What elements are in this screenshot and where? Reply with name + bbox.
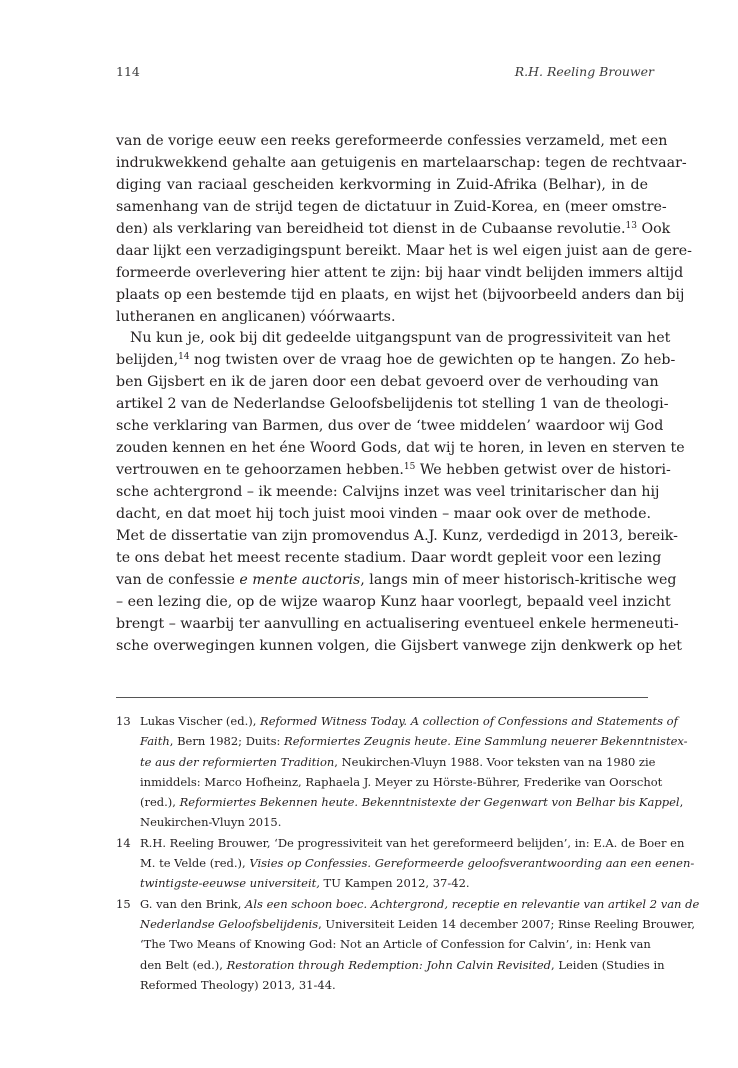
text-line: [140, 894, 700, 914]
text-line: R.H. Reeling Brouwer, ‘De progressiviteit van het gereformeerd belijden’, in: E.A. de Boer en: [140, 835, 685, 850]
italic-title: Als een schoon boec. Achtergrond, receptie en relevantie van artikel 2 van de: [245, 896, 700, 911]
italic-title: te aus der reformierten Tradition: [140, 754, 335, 769]
running-head-author: R.H. Reeling Brouwer: [514, 64, 654, 79]
text-line: [116, 460, 671, 482]
italic-title: Visies op Confessies. Gereformeerde geloofsverantwoording aan een eenen-: [249, 856, 695, 871]
text-span: , Bern 1982; Duits:: [169, 734, 285, 749]
footnotes: [116, 711, 700, 995]
text-line: – een lezing die, op de wijze waarop Kunz haar voorlegt, bepaald veel inzicht: [116, 593, 671, 610]
text-span: den Belt (ed.),: [140, 957, 227, 972]
text-span: , Leiden (Studies in: [551, 957, 665, 972]
footnote-number: 14: [116, 835, 131, 850]
text-line: dacht, en dat moet hij toch juist mooi vinden – maar ook over de methode.: [116, 505, 652, 522]
text-span: ,: [679, 795, 684, 810]
footnote-13: [116, 711, 688, 833]
footnote-ref-14[interactable]: 14: [178, 352, 190, 363]
footnote-ref-13[interactable]: 13: [625, 220, 637, 231]
text-line: Neukirchen-Vluyn 2015.: [140, 815, 282, 830]
text-line: [140, 873, 648, 893]
footnote-14: [116, 833, 695, 894]
text-span: van de confessie: [116, 571, 240, 588]
text-span: We hebben getwist over de histori-: [415, 462, 671, 479]
text-span: , langs min of meer historisch-kritische weg: [360, 571, 677, 588]
footnote-ref-15[interactable]: 15: [403, 462, 416, 473]
text-span: belijden,: [116, 352, 179, 369]
text-line: [140, 792, 684, 812]
text-line: inmiddels: Marco Hofheinz, Raphaela J. Meyer zu Hörste-Bührer, Frederike van Oorschot: [140, 774, 663, 789]
italic-title: Reformiertes Zeugnis heute. Eine Sammlung neuerer Bekenntnistex-: [284, 734, 688, 749]
italic-title: Reformed Witness Today. A collection of Confessions and Statements of: [260, 714, 678, 728]
text-span: , Neukirchen-Vluyn 1988. Voor teksten van na 1980 zie: [334, 754, 656, 769]
text-span: vertrouwen en te gehoorzamen hebben.: [116, 462, 404, 479]
italic-phrase: e mente auctoris: [239, 571, 361, 588]
footnote-number: 13: [116, 714, 131, 728]
text-line: Nu kun je, ook bij dit gedeelde uitgangspunt van de progressiviteit van het: [130, 330, 671, 347]
text-line: sche overwegingen kunnen volgen, die Gijsbert vanwege zijn denkwerk op het: [116, 637, 682, 654]
text-line: lutheranen en anglicanen) vóórwaarts.: [116, 308, 396, 325]
text-line: [116, 219, 671, 241]
text-line: [140, 914, 696, 934]
text-span: M. te Velde (red.),: [140, 856, 250, 871]
text-span: Ook: [636, 220, 671, 237]
text-span: , Universiteit Leiden 14 december 2007; Rinse Reeling Brouwer,: [318, 916, 696, 931]
text-line: brengt – waarbij ter aanvulling en actualisering eventueel enkele hermeneuti-: [116, 615, 679, 632]
footnote-divider: [116, 697, 648, 698]
italic-title: twintigste-eeuwse universiteit,: [140, 876, 320, 891]
body-text: [116, 131, 692, 658]
text-span: Lukas Vischer (ed.),: [140, 714, 261, 728]
running-header: [116, 64, 654, 84]
text-line: zouden kennen en het éne Woord Gods, dat wij te horen, in leven en sterven te: [116, 440, 685, 457]
text-span: nog twisten over de vraag hoe de gewichten op te hangen. Zo heb-: [189, 352, 676, 369]
footnote-number: 15: [116, 896, 131, 911]
page-number: 114: [116, 64, 140, 79]
text-line: daar lijkt een verzadigingspunt bereikt. Maar het is wel eigen juist aan de gere-: [116, 242, 692, 259]
text-line: Reformed Theology) 2013, 31-44.: [140, 977, 336, 992]
text-line: [116, 570, 677, 592]
text-line: van de vorige eeuw een reeks gereformeerde confessies verzameld, met een: [116, 133, 668, 149]
text-line: samenhang van de strijd tegen de dictatuur in Zuid-Korea, en (meer omstre-: [116, 198, 667, 215]
text-line: plaats op een bestemde tijd en plaats, en wijst het (bijvoorbeeld anders dan bij: [116, 286, 685, 303]
text-line: [140, 955, 665, 975]
text-line: [140, 731, 688, 751]
italic-title: Faith: [140, 734, 170, 749]
text-span: (red.),: [140, 795, 180, 810]
paragraph-2: [116, 328, 685, 657]
text-line: formeerde overlevering hier attent te zijn: bij haar vindt belijden immers altijd: [116, 264, 684, 281]
text-line: Met de dissertatie van zijn promovendus A.J. Kunz, verdedigd in 2013, bereik-: [116, 527, 678, 544]
italic-title: Reformiertes Bekennen heute. Bekenntnistexte der Gegenwart von Belhar bis Kappel: [179, 795, 680, 810]
text-line: artikel 2 van de Nederlandse Geloofsbelijdenis tot stelling 1 van de theologi-: [116, 396, 669, 413]
text-line: diging van raciaal gescheiden kerkvorming in Zuid-Afrika (Belhar), in de: [116, 176, 648, 193]
text-line: ‘The Two Means of Knowing God: Not an Article of Confession for Calvin’, in: Henk van: [140, 937, 651, 952]
paragraph-1: [116, 131, 692, 328]
text-span: G. van den Brink,: [140, 896, 246, 911]
text-line: [140, 853, 695, 873]
footnote-15: [116, 894, 700, 995]
text-line: [140, 752, 656, 772]
italic-title: Nederlandse Geloofsbelijdenis: [140, 916, 319, 931]
text-span: den) als verklaring van bereidheid tot dienst in de Cubaanse revolutie.: [116, 220, 626, 237]
text-line: sche achtergrond – ik meende: Calvijns inzet was veel trinitarischer dan hij: [116, 484, 660, 500]
text-line: te ons debat het meest recente stadium. Daar wordt gepleit voor een lezing: [116, 549, 662, 566]
text-line: ben Gijsbert en ik de jaren door een debat gevoerd over de verhouding van: [116, 374, 659, 391]
text-line: [116, 350, 676, 372]
italic-title: Restoration through Redemption: John Calvin Revisited: [226, 957, 552, 972]
text-line: sche verklaring van Barmen, dus over de ‘twee middelen’ waardoor wij God: [116, 418, 664, 435]
text-span: TU Kampen 2012, 37-42.: [319, 876, 470, 891]
text-line: indrukwekkend gehalte aan getuigenis en martelaarschap: tegen de rechtvaar-: [116, 154, 687, 171]
text-line: [140, 711, 678, 731]
